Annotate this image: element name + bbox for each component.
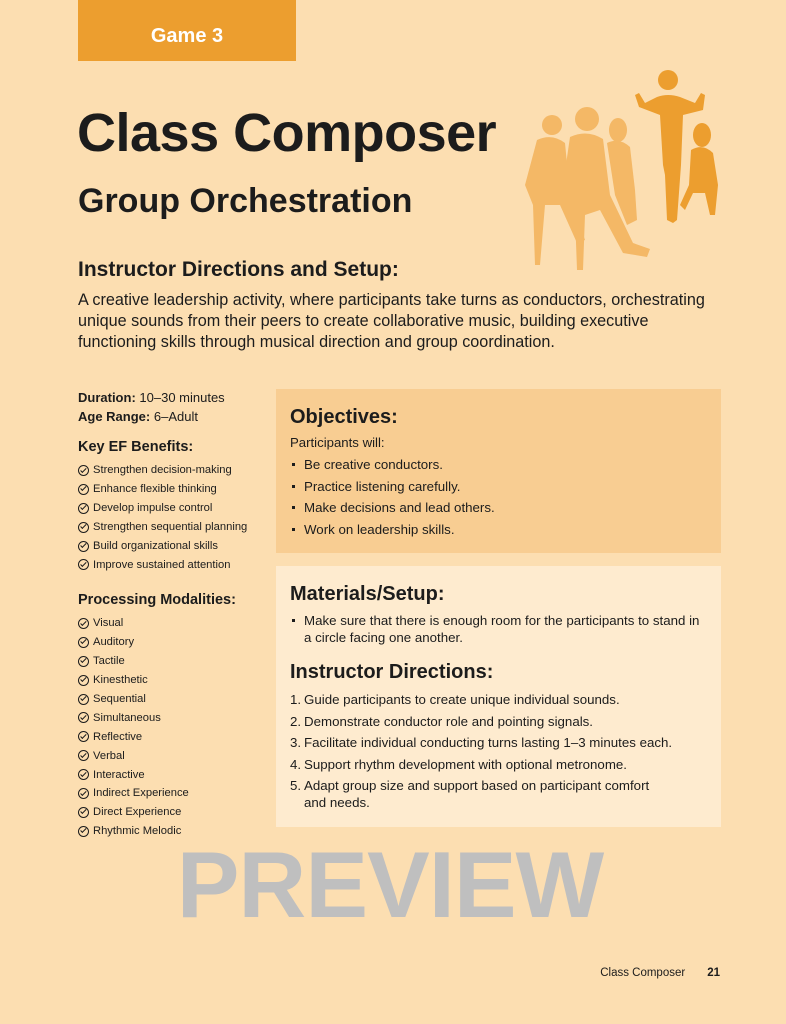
list-item: [78, 765, 189, 784]
instructor-directions-list: [290, 691, 707, 811]
list-item: [78, 461, 247, 480]
list-item-label: Strengthen decision-making: [93, 464, 232, 477]
check-circle-icon: [78, 750, 89, 761]
objectives-panel: [276, 389, 721, 553]
list-item-label: Direct Experience: [93, 806, 182, 819]
list-item-label: Rhythmic Melodic: [93, 825, 182, 838]
processing-modalities-heading: Processing Modalities:: [78, 592, 236, 608]
duration-label: Duration:: [78, 390, 136, 405]
list-item: [78, 614, 189, 633]
list-item: Make sure that there is enough room for the participants to stand in a circle facing one another.: [290, 612, 707, 646]
check-circle-icon: [78, 694, 89, 705]
list-item: [290, 756, 707, 773]
list-item: Make decisions and lead others.: [290, 499, 707, 516]
list-item: [78, 480, 247, 499]
check-circle-icon: [78, 769, 89, 780]
page-number: 21: [707, 967, 720, 979]
check-circle-icon: [78, 541, 89, 552]
list-item-label: Reflective: [93, 730, 143, 743]
list-item-label: Enhance flexible thinking: [93, 483, 217, 496]
objectives-lead: Participants will:: [290, 435, 385, 450]
list-item: [290, 777, 654, 811]
check-circle-icon: [78, 484, 89, 495]
list-item: [78, 652, 189, 671]
check-circle-icon: [78, 559, 89, 570]
check-circle-icon: [78, 503, 89, 514]
list-item-label: Kinesthetic: [93, 674, 148, 687]
list-item: [78, 555, 247, 574]
list-item: [78, 746, 189, 765]
check-circle-icon: [78, 826, 89, 837]
list-item-label: Strengthen sequential planning: [93, 521, 248, 534]
ef-benefits-list: [78, 461, 247, 574]
age-range-value: 6–Adult: [153, 408, 198, 424]
check-circle-icon: [78, 618, 89, 629]
check-circle-icon: [78, 637, 89, 648]
list-item: [78, 708, 189, 727]
check-circle-icon: [78, 522, 89, 533]
list-item: [78, 518, 247, 537]
step-number: 4.: [290, 756, 302, 772]
age-range-row: [78, 408, 225, 427]
game-label: Game 3: [150, 25, 224, 47]
orchestra-silhouette-illustration: [515, 65, 730, 270]
list-item-label: Tactile: [93, 655, 125, 668]
materials-directions-panel: [276, 566, 721, 827]
processing-modalities-list: [78, 614, 189, 841]
list-item: [78, 803, 189, 822]
step-text: Support rhythm development with optional metronome.: [304, 756, 627, 772]
step-number: 1.: [290, 692, 302, 707]
ef-benefits-heading: Key EF Benefits:: [78, 439, 194, 455]
list-item-label: Develop impulse control: [93, 502, 213, 515]
instructor-directions-heading: Instructor Directions:: [290, 661, 494, 683]
step-text: Demonstrate conductor role and pointing signals.: [304, 713, 594, 729]
duration-row: [78, 389, 225, 408]
list-item: [78, 727, 189, 746]
intro-heading: Instructor Directions and Setup:: [78, 258, 399, 281]
list-item: [78, 499, 247, 518]
page-subtitle: Group Orchestration: [78, 182, 413, 220]
check-circle-icon: [78, 712, 89, 723]
materials-heading: Materials/Setup:: [290, 583, 445, 605]
duration-value: 10–30 minutes: [139, 390, 225, 405]
preview-watermark: PREVIEW: [176, 832, 604, 937]
game-label-tab: [78, 0, 296, 61]
running-title: Class Composer: [600, 967, 686, 979]
list-item: [290, 734, 707, 751]
objectives-list: [290, 456, 707, 538]
list-item-label: Simultaneous: [93, 711, 161, 724]
list-item-label: Auditory: [93, 636, 135, 649]
list-item: [290, 691, 707, 708]
activity-meta: [78, 389, 225, 426]
objectives-heading: Objectives:: [290, 406, 398, 428]
list-item-label: Build organizational skills: [93, 540, 218, 552]
list-item-label: Improve sustained attention: [93, 558, 231, 571]
list-item-label: Verbal: [93, 749, 125, 762]
check-circle-icon: [78, 731, 89, 742]
age-range-label: Age Range:: [78, 408, 151, 424]
list-item: [78, 537, 247, 556]
list-item-label: Sequential: [93, 693, 146, 705]
step-text: Adapt group size and support based on participant comfort and needs.: [304, 778, 650, 810]
list-item-label: Interactive: [93, 768, 145, 781]
check-circle-icon: [78, 788, 89, 799]
intro-paragraph: A creative leadership activity, where participants take turns as conductors, orchestrating unique sounds from their peers to create collaborative music, building executive functioning skills through musical direction and group coordination.: [78, 291, 705, 351]
list-item: Practice listening carefully.: [290, 478, 707, 495]
list-item: Be creative conductors.: [290, 456, 707, 473]
list-item-label: Indirect Experience: [93, 787, 189, 800]
check-circle-icon: [78, 807, 89, 818]
list-item: [290, 713, 707, 730]
materials-list: [290, 612, 707, 646]
step-text: Guide participants to create unique individual sounds.: [304, 692, 620, 707]
list-item: [78, 784, 189, 803]
step-number: 5.: [290, 778, 302, 793]
list-item: [78, 633, 189, 652]
page-footer: [600, 967, 720, 979]
step-number: 2.: [290, 713, 302, 729]
list-item: Work on leadership skills.: [290, 521, 707, 538]
check-circle-icon: [78, 675, 89, 686]
list-item: [78, 690, 189, 709]
step-text: Facilitate individual conducting turns lasting 1–3 minutes each.: [304, 735, 673, 750]
check-circle-icon: [78, 465, 89, 476]
step-number: 3.: [290, 735, 302, 750]
list-item: [78, 671, 189, 690]
check-circle-icon: [78, 656, 89, 667]
list-item-label: Visual: [93, 617, 124, 630]
page-title: Class Composer: [77, 103, 497, 163]
